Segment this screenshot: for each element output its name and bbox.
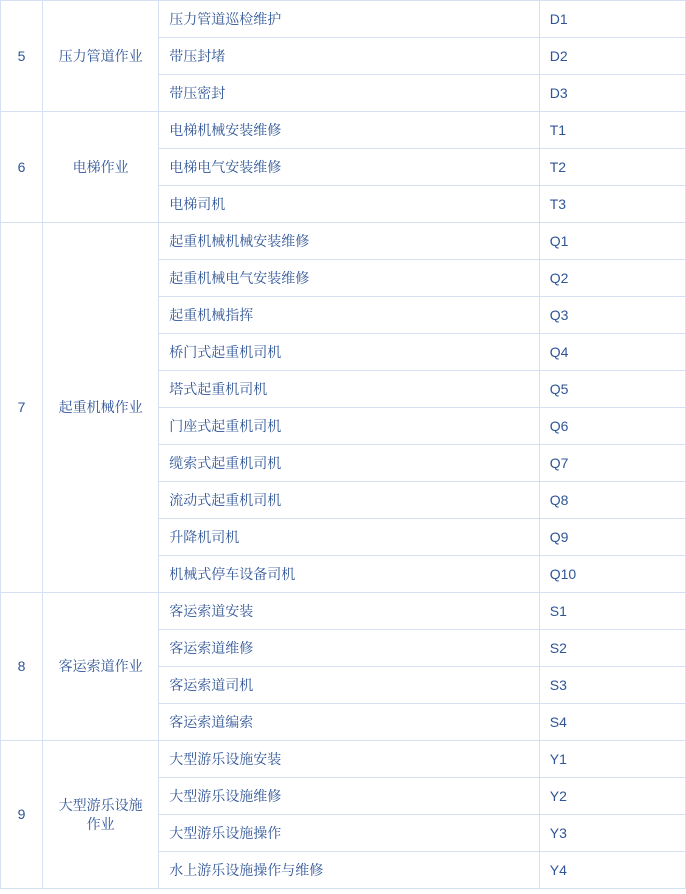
item-code: T3 [539, 186, 685, 223]
item-code: Q5 [539, 371, 685, 408]
item-name: 升降机司机 [159, 519, 540, 556]
item-name: 门座式起重机司机 [159, 408, 540, 445]
item-name: 客运索道维修 [159, 630, 540, 667]
item-name: 流动式起重机司机 [159, 482, 540, 519]
item-code: Y3 [539, 815, 685, 852]
item-code: Q3 [539, 297, 685, 334]
item-name: 客运索道编索 [159, 704, 540, 741]
item-name: 电梯机械安装维修 [159, 112, 540, 149]
item-code: D2 [539, 38, 685, 75]
group-category: 大型游乐设施作业 [43, 741, 159, 889]
item-name: 电梯司机 [159, 186, 540, 223]
item-name: 压力管道巡检维护 [159, 1, 540, 38]
item-code: Q10 [539, 556, 685, 593]
group-no: 5 [1, 1, 43, 112]
item-name: 客运索道安装 [159, 593, 540, 630]
group-no: 6 [1, 112, 43, 223]
group-no: 9 [1, 741, 43, 889]
item-code: Q4 [539, 334, 685, 371]
item-code: Q8 [539, 482, 685, 519]
item-name: 起重机械指挥 [159, 297, 540, 334]
table-row [1, 223, 686, 260]
table-row [1, 741, 686, 778]
item-name: 带压封堵 [159, 38, 540, 75]
item-code: Y4 [539, 852, 685, 889]
table-row [1, 112, 686, 149]
item-name: 机械式停车设备司机 [159, 556, 540, 593]
group-category: 电梯作业 [43, 112, 159, 223]
item-name: 缆索式起重机司机 [159, 445, 540, 482]
item-code: D3 [539, 75, 685, 112]
group-category: 客运索道作业 [43, 593, 159, 741]
item-code: D1 [539, 1, 685, 38]
item-name: 塔式起重机司机 [159, 371, 540, 408]
item-code: T1 [539, 112, 685, 149]
item-name: 大型游乐设施安装 [159, 741, 540, 778]
item-name: 大型游乐设施维修 [159, 778, 540, 815]
group-category: 起重机械作业 [43, 223, 159, 593]
table-row [1, 593, 686, 630]
item-code: S2 [539, 630, 685, 667]
group-no: 7 [1, 223, 43, 593]
item-code: S4 [539, 704, 685, 741]
item-code: Q7 [539, 445, 685, 482]
item-code: S1 [539, 593, 685, 630]
group-category: 压力管道作业 [43, 1, 159, 112]
item-name: 起重机械电气安装维修 [159, 260, 540, 297]
item-code: Q1 [539, 223, 685, 260]
item-name: 大型游乐设施操作 [159, 815, 540, 852]
table-body [1, 1, 686, 889]
item-name: 客运索道司机 [159, 667, 540, 704]
table-row [1, 1, 686, 38]
item-code: S3 [539, 667, 685, 704]
item-name: 水上游乐设施操作与维修 [159, 852, 540, 889]
item-code: T2 [539, 149, 685, 186]
group-no: 8 [1, 593, 43, 741]
item-name: 起重机械机械安装维修 [159, 223, 540, 260]
item-name: 带压密封 [159, 75, 540, 112]
item-code: Q6 [539, 408, 685, 445]
item-name: 桥门式起重机司机 [159, 334, 540, 371]
item-code: Y1 [539, 741, 685, 778]
item-code: Q9 [539, 519, 685, 556]
item-code: Y2 [539, 778, 685, 815]
item-name: 电梯电气安装维修 [159, 149, 540, 186]
item-code: Q2 [539, 260, 685, 297]
